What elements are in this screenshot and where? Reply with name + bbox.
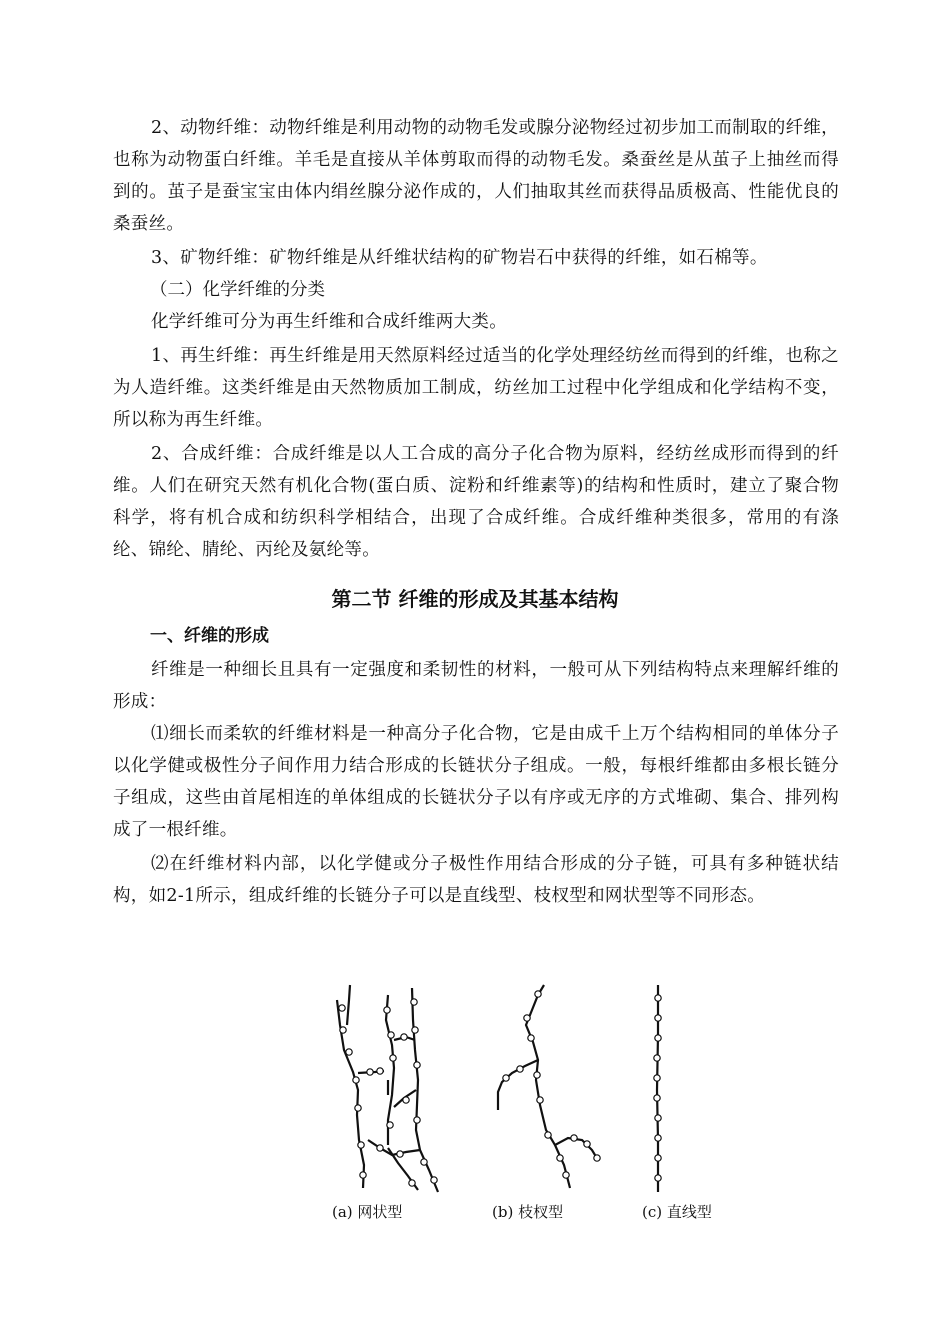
chain-structure-diagram	[320, 980, 740, 1200]
caption-branched: (b) 枝杈型	[492, 1203, 564, 1221]
branched-nodes	[503, 991, 600, 1178]
paragraph-regenerated-fiber: 1、再生纤维：再生纤维是用天然原料经过适当的化学处理经纺丝而得到的纤维，也称之为人造纤维。这类纤维是由天然物质加工制成，纺丝加工过程中化学组成和化学结构不变，所以称为再生纤维。	[113, 346, 839, 430]
paragraph-mineral-fiber: 3、矿物纤维：矿物纤维是从纤维状结构的矿物岩石中获得的纤维，如石棉等。	[151, 248, 768, 268]
paragraph-chemical-classes: 化学纤维可分为再生纤维和合成纤维两大类。	[151, 312, 507, 332]
branched-structure	[498, 985, 598, 1188]
heading-fiber-formation: 一、纤维的形成	[150, 626, 269, 646]
paragraph-point-2: ⑵在纤维材料内部，以化学健或分子极性作用结合形成的分子链，可具有多种链状结构，如2-1所示，组成纤维的长链分子可以是直线型、枝杈型和网状型等不同形态。	[113, 854, 839, 906]
caption-network: (a) 网状型	[332, 1203, 403, 1221]
caption-linear: (c) 直线型	[642, 1203, 712, 1221]
paragraph-synthetic-fiber: 2、合成纤维：合成纤维是以人工合成的高分子化合物为原料，经纺丝成形而得到的纤维。人们在研究天然有机化合物(蛋白质、淀粉和纤维素等)的结构和性质时，建立了聚合物科学，将有机合成和纺织科学相结合，出现了合成纤维。合成纤维种类很多，常用的有涤纶、锦纶、腈纶、丙纶及氨纶等。	[113, 444, 839, 560]
paragraph-fiber-intro: 纤维是一种细长且具有一定强度和柔韧性的材料，一般可从下列结构特点来理解纤维的形成：	[113, 660, 839, 712]
section-title: 第二节 纤维的形成及其基本结构	[331, 587, 619, 611]
paragraph-animal-fiber: 2、动物纤维：动物纤维是利用动物的动物毛发或腺分泌物经过初步加工而制取的纤维，也称为动物蛋白纤维。羊毛是直接从羊体剪取而得的动物毛发。桑蚕丝是从茧子上抽丝而得到的。茧子是蚕宝宝由体内绢丝腺分泌作成的，人们抽取其丝而获得品质极高、性能优良的桑蚕丝。	[113, 118, 839, 234]
paragraph-point-1: ⑴细长而柔软的纤维材料是一种高分子化合物，它是由成千上万个结构相同的单体分子以化学健或极性分子间作用力结合形成的长链状分子组成。一般，每根纤维都由多根长链分子组成，这些由首尾相连的单体组成的长链状分子以有序或无序的方式堆砌、集合、排列构成了一根纤维。	[113, 724, 839, 840]
figure-chain-structures	[320, 980, 740, 1230]
subheading-chemical-fiber: （二）化学纤维的分类	[150, 280, 325, 300]
